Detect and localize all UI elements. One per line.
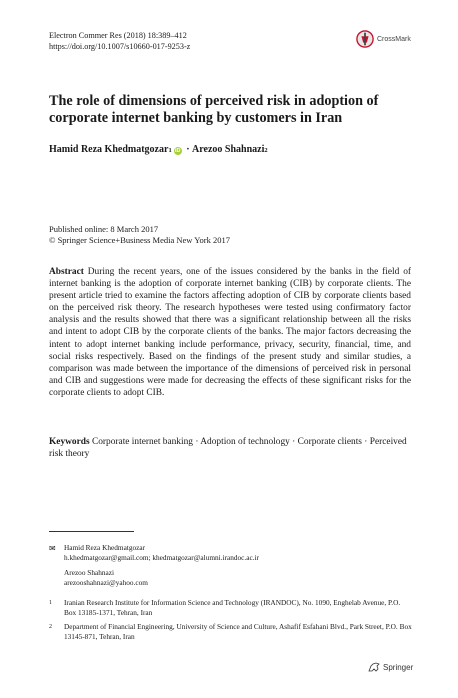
keywords-list: Corporate internet banking · Adoption of technology · Corporate clients · Perceived risk theory: [49, 437, 407, 460]
springer-label: Springer: [383, 662, 414, 672]
affiliation-2: Department of Financial Engineering, University of Science and Culture, Ashafif Esfahani Blvd., Park Street, P.O. Box 13145-871, Tehran, Iran: [64, 622, 412, 641]
crossmark-icon: [356, 30, 374, 48]
published-date: Published online: 8 March 2017: [49, 224, 159, 234]
author-name[interactable]: Hamid Reza Khedmatgozar: [49, 144, 169, 155]
keywords-heading: Keywords: [49, 437, 90, 447]
affiliation-mark: 2: [264, 147, 268, 154]
corresponding-author: [64, 543, 259, 563]
keywords-section: [49, 436, 411, 460]
orcid-icon[interactable]: iD: [174, 148, 181, 154]
contact-name: Hamid Reza Khedmatgozar: [64, 543, 146, 552]
footnote-divider: [49, 531, 134, 532]
author-name[interactable]: Arezoo Shahnazi: [192, 144, 265, 155]
affiliation-number: 2: [49, 624, 52, 630]
copyright-line: © Springer Science+Business Media New York 2017: [49, 235, 230, 245]
contact-email[interactable]: arezooshahnazi@yahoo.com: [64, 578, 148, 587]
affiliation-1: Iranian Research Institute for Information Science and Technology (IRANDOC), No. 1090, Enghelab Avenue, P.O. Box 13185-1371, Tehran, Iran: [64, 598, 401, 617]
crossmark-label: CrossMark: [377, 35, 411, 43]
author-list: [49, 144, 268, 155]
abstract-section: [49, 266, 411, 399]
publisher-logo: [368, 662, 413, 672]
affiliation-number: 1: [49, 600, 52, 606]
doi-link[interactable]: https://doi.org/10.1007/s10660-017-9253-z: [49, 42, 191, 51]
affiliation-mark: 1: [168, 147, 172, 154]
article-title: The role of dimensions of perceived risk in adoption of corporate internet banking by customers in Iran: [49, 93, 379, 126]
journal-citation: [49, 30, 190, 52]
envelope-icon: ✉: [49, 544, 56, 553]
abstract-heading: Abstract: [49, 267, 84, 277]
author-separator: ·: [183, 144, 193, 155]
contact-name: Arezoo Shahnazi: [64, 568, 115, 577]
springer-horse-icon: [368, 662, 380, 672]
journal-line: Electron Commer Res (2018) 18:389–412: [49, 31, 187, 40]
contact-email[interactable]: h.khedmatgozar@gmail.com; khedmatgozar@alumni.irandoc.ac.ir: [64, 553, 259, 562]
crossmark-badge[interactable]: [356, 30, 411, 48]
abstract-text: During the recent years, one of the issues considered by the banks in the field of internet banking is the adoption of corporate internet banking (CIB) by corporate clients. The present article tried to examine the factors affecting adoption of CIB by corporate clients based on the perceived risk theory. The research hypotheses were tested using confirmatory factor analysis and the results showed that there was a significant relationship between all the risks and intent to adopt CIB by the corporate clients of the banks. The major factors decreasing the intent to adopt internet banking include performance, privacy, security, financial, time, and social risks respectively. Based on the findings of the present study and similar studies, a comparison was made between the importance of the dimensions of perceived risk in personal and CIB and suggestions were made for decreasing the effects of these significant risks for the corporate clients to adopt CIB.: [49, 267, 412, 398]
second-author-contact: [64, 568, 148, 588]
publication-info: [49, 224, 230, 246]
